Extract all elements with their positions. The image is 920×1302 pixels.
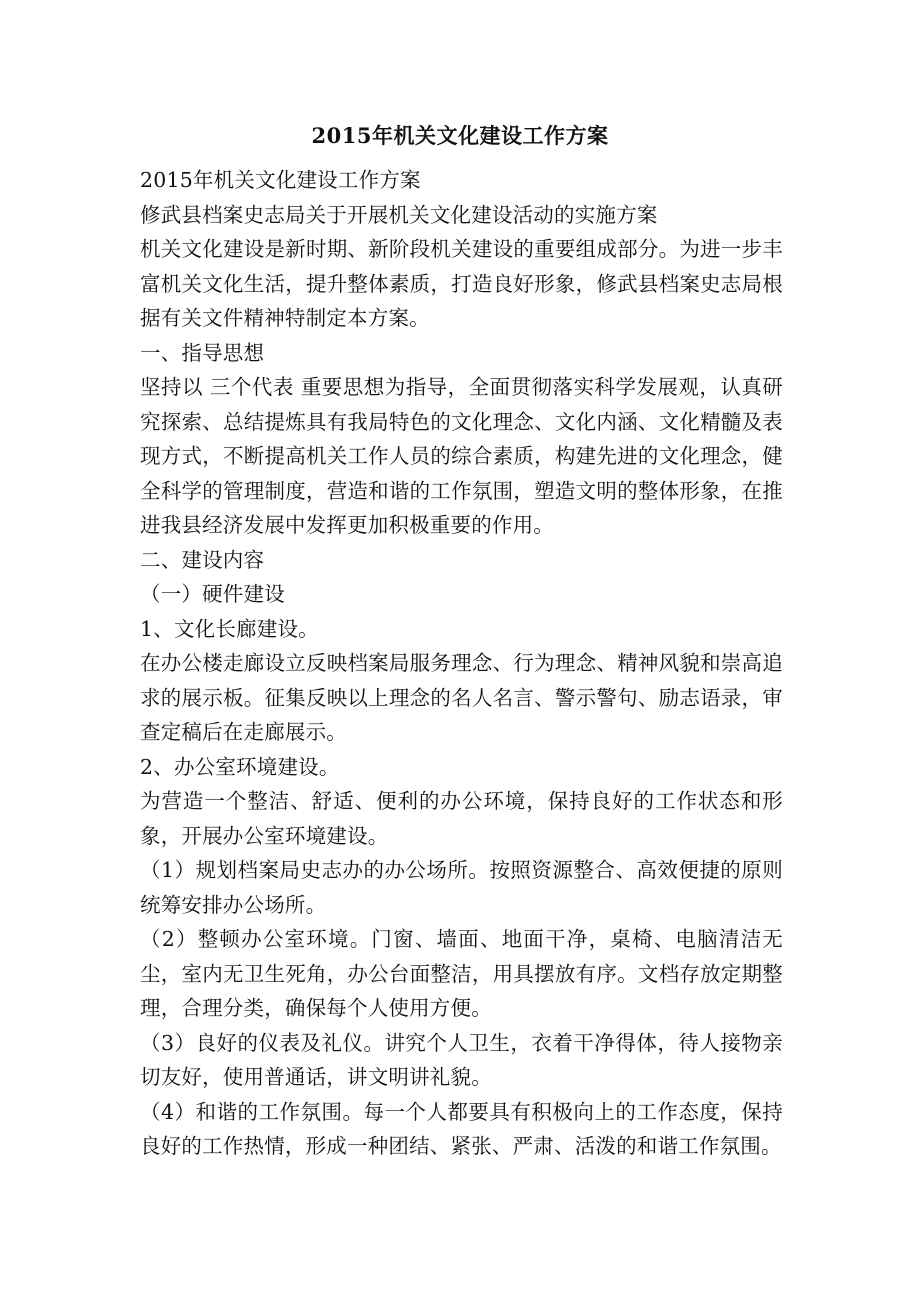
document-body (140, 163, 783, 1164)
list-item-work-atmosphere: （4）和谐的工作氛围。每一个人都要具有积极向上的工作态度，保持良好的工作热情，形成一种团结、紧张、严肃、活泼的和谐工作氛围。 (140, 1099, 783, 1158)
paragraph-subtitle: 修武县档案史志局关于开展机关文化建设活动的实施方案 (140, 202, 658, 227)
list-item-office-cleanup: （2）整顿办公室环境。门窗、墙面、地面干净，桌椅、电脑清洁无尘，室内无卫生死角，办公台面整洁，用具摆放有序。文档存放定期整理，合理分类，确保每个人使用方便。 (140, 927, 783, 1020)
paragraph-intro: 机关文化建设是新时期、新阶段机关建设的重要组成部分。为进一步丰富机关文化生活，提升整体素质，打造良好形象，修武县档案史志局根据有关文件精神特制定本方案。 (140, 237, 783, 330)
document-title: 2015年机关文化建设工作方案 (311, 123, 609, 148)
list-item-etiquette: （3）良好的仪表及礼仪。讲究个人卫生，衣着干净得体，待人接物亲切友好，使用普通话，讲文明讲礼貌。 (140, 1030, 783, 1089)
section-heading-construction-content: 二、建设内容 (140, 547, 265, 572)
paragraph-doc-title: 2015年机关文化建设工作方案 (140, 168, 421, 192)
paragraph-guiding-thought: 坚持以 三个代表 重要思想为指导，全面贯彻落实科学发展观，认真研究探索、总结提炼具有我局特色的文化理念、文化内涵、文化精髓及表现方式，不断提高机关工作人员的综合素质，构建先进的文化理念，健全科学的管理制度，营造和谐的工作氛围，塑造文明的整体形象，在推进我县经济发展中发挥更加积极重要的作用。 (140, 375, 783, 537)
paragraph-office-environment: 为营造一个整洁、舒适、便利的办公环境，保持良好的工作状态和形象，开展办公室环境建设。 (140, 789, 783, 848)
subsection-heading-hardware: （一）硬件建设 (140, 582, 285, 606)
paragraph-culture-corridor: 在办公楼走廊设立反映档案局服务理念、行为理念、精神风貌和崇高追求的展示板。征集反映以上理念的名人名言、警示警句、励志语录，审查定稿后在走廊展示。 (140, 651, 783, 744)
item-heading-office-environment: 2、办公室环境建设。 (140, 754, 340, 779)
item-heading-culture-corridor: 1、文化长廊建设。 (140, 616, 319, 641)
list-item-office-planning: （1）规划档案局史志办的办公场所。按照资源整合、高效便捷的原则统筹安排办公场所。 (140, 858, 783, 917)
section-heading-guiding-thought: 一、指导思想 (140, 340, 265, 365)
